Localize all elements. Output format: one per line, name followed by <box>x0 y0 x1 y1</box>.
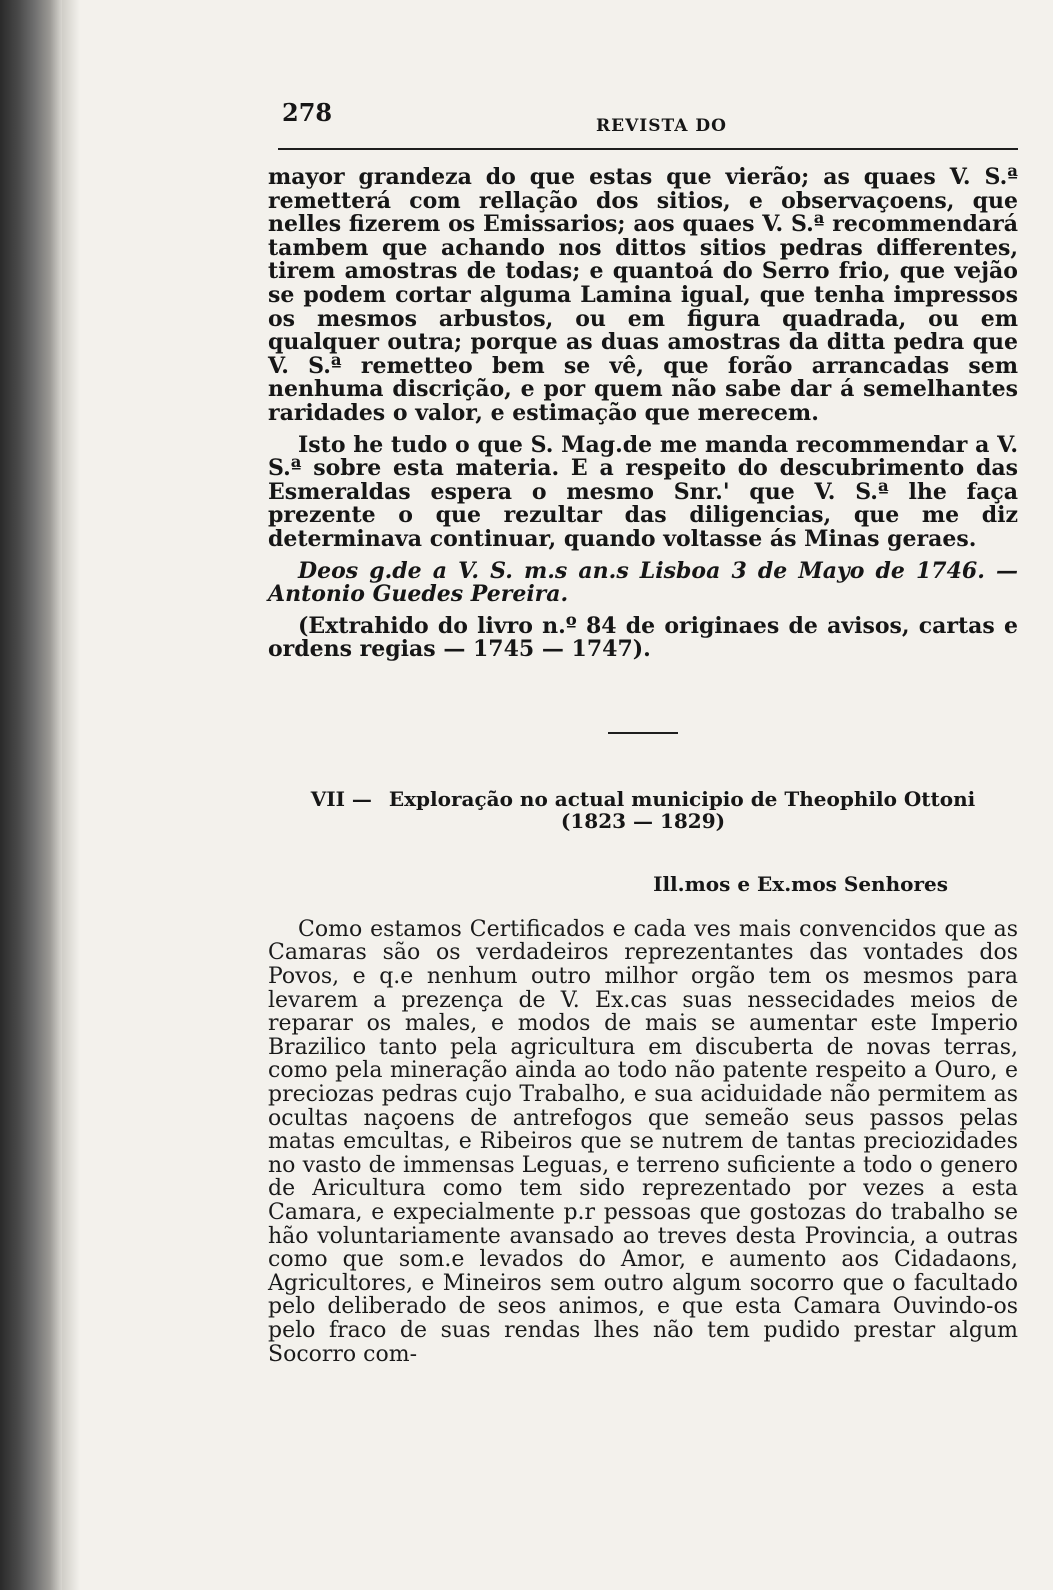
page-header <box>268 90 1018 152</box>
letter-paragraph: Isto he tudo o que S. Mag.de me manda recommendar a V. S.ª sobre esta materia. E a respeito do descubrimento das Esmeraldas espera o mesmo Snr.' que V. S.ª lhe faça prezente o que rezultar das diligencias, que me diz determinava continuar, quando voltasse ás Minas geraes. <box>268 431 1018 552</box>
running-head: REVISTA DO <box>596 116 727 136</box>
header-rule <box>278 148 1018 150</box>
page-gutter-shadow <box>0 0 62 1590</box>
letter-signature: Deos g.de a V. S. m.s an.s Lisboa 3 de Mayo de 1746. — Antonio Guedes Pereira. <box>268 557 1018 608</box>
section-number: VII — <box>310 786 372 811</box>
body-paragraph: Como estamos Certificados e cada ves mais convencidos que as Camaras são os verdadeiros reprezentantes das vontades dos Povos, e q.e nenhum outro milhor orgão tem os mesmos para levarem a prezença de V. Ex.cas suas nessecidades meios de reparar os males, e modos de mais se aumentar este Imperio Brazilico tanto pela agricultura em discuberta de novas terras, como pela mineração ainda ao todo não patente respeito a Ouro, e preciozas pedras cujo Trabalho, e sua aciduidade não permitem as ocultas naçoens de antrefogos que semeão seus passos pelas matas emcultas, e Ribeiros que se nutrem de tantas preciozidades no vasto de immensas Leguas, e terreno suficiente a todo o genero de Aricultura como tem sido reprezentado por vezes a esta Camara, e expecialmente p.r pessoas que gostozas do trabalho se hão voluntariamente avansado ao treves desta Provincia, a outras como que som.e levados do Amor, e aumento aos Cidadaons, Agricultores, e Mineiros sem outro algum socorro que o facultado pelo deliberado de seos animos, e que esta Camara Ouvindo-os pelo fraco de suas rendas lhes não tem pudido prestar algum Socorro com- <box>268 916 1018 1367</box>
section-dates: (1823 — 1829) <box>560 808 726 833</box>
document-page <box>268 90 1018 1570</box>
salutation: Ill.mos e Ex.mos Senhores <box>653 871 948 896</box>
letter-paragraph: mayor grandeza do que estas que vierão; as quaes V. S.ª remetterá com rellação dos sitios, e observaçoens, que nelles fizerem os Emissarios; aos quaes V. S.ª recommendará tambem que achando nos dittos sitios pedras differentes, tirem amostras de todas; e quantoá do Serro frio, que vejão se podem cortar alguma Lamina igual, que tenha impressos os mesmos arbustos, ou em figura quadrada, ou em qualquer outra; porque as duas amostras da ditta pedra que V. S.ª remetteo bem se vê, que forão arrancadas sem nenhuma discrição, e por quem não sabe dar á semelhantes raridades o valor, e estimação que merecem. <box>268 164 1018 426</box>
page-gutter-edge <box>62 0 80 1590</box>
section-divider <box>608 732 678 734</box>
letter-text <box>268 166 1018 662</box>
page-number: 278 <box>282 98 333 127</box>
section-body <box>268 918 1018 1366</box>
section-title: Exploração no actual municipio de Theophilo Ottoni <box>388 786 976 811</box>
source-note: (Extrahido do livro n.º 84 de originaes de avisos, cartas e ordens regias — 1745 — 1747). <box>268 612 1018 663</box>
section-heading <box>268 788 1018 832</box>
